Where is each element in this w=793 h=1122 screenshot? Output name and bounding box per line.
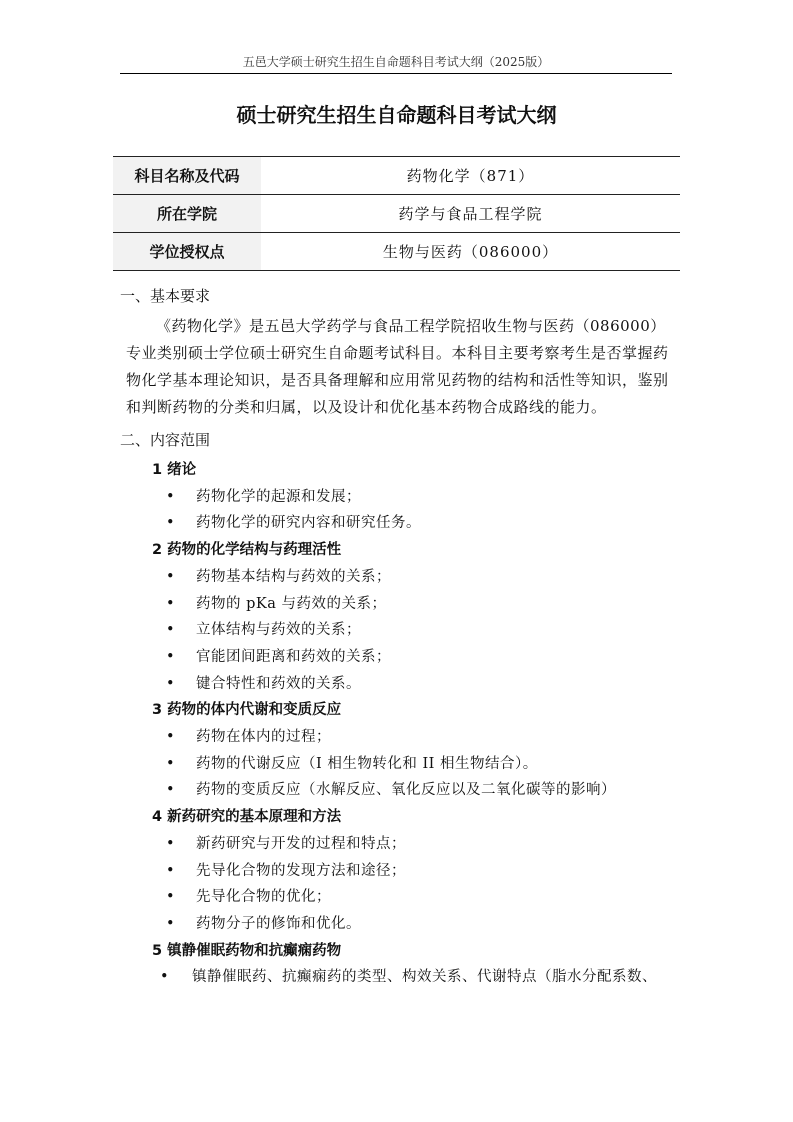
table-row [113,157,680,195]
chapter-heading: 1 绪论 [152,462,197,478]
bullet-icon: • [166,862,176,879]
info-value: 药学与食品工程学院 [261,195,680,233]
list-item [0,777,793,804]
bullet-icon: • [166,835,176,852]
list-item-text: 药物分子的修饰和优化。 [196,915,361,932]
section-heading: 二、内容范围 [120,431,211,449]
info-label: 所在学院 [113,195,261,233]
chapter-heading: 4 新药研究的基本原理和方法 [152,809,342,826]
list-item [0,510,793,537]
running-header: 五邑大学硕士研究生招生自命题科目考试大纲（2025版） [242,55,550,69]
list-item [0,591,793,618]
page-title: 硕士研究生招生自命题科目考试大纲 [236,103,557,127]
list-item-text: 药物的 pKa 与药效的关系； [196,595,387,612]
table-row [113,195,680,233]
list-item-text: 官能团间距离和药效的关系； [196,648,391,665]
content-list [0,457,793,991]
list-item [0,484,793,511]
list-item [0,724,793,751]
list-item [0,911,793,938]
list-item-text: 药物的变质反应（水解反应、氧化反应以及二氧化碳等的影响） [196,782,616,799]
list-item [0,884,793,911]
list-item [0,831,793,858]
bullet-icon: • [166,915,176,932]
list-item [0,564,793,591]
info-table [113,156,680,271]
chapter-heading: 2 药物的化学结构与药理活性 [152,542,342,559]
list-item-text: 药物基本结构与药效的关系； [196,568,391,585]
bullet-icon: • [166,889,176,906]
info-label: 学位授权点 [113,233,261,271]
table-row [113,233,680,271]
bullet-icon: • [166,648,176,665]
bullet-icon: • [160,969,170,986]
list-item-text: 键合特性和药效的关系。 [196,675,361,692]
list-item [0,617,793,644]
bullet-icon: • [166,595,176,612]
list-item-text: 先导化合物的发现方法和途径； [196,862,406,879]
list-item-text: 药物的代谢反应（I 相生物转化和 II 相生物结合）。 [196,755,538,772]
bullet-icon: • [166,729,176,746]
section-heading: 一、基本要求 [120,287,211,305]
chapter-heading: 5 镇静催眠药物和抗癫痫药物 [152,942,342,959]
info-value: 生物与医药（086000） [261,233,680,271]
bullet-icon: • [166,755,176,772]
info-value: 药物化学（871） [261,157,680,195]
list-item-text: 镇静催眠药、抗癫痫药的类型、构效关系、代谢特点（脂水分配系数、 [192,969,657,986]
requirement-paragraph: 《药物化学》是五邑大学药学与食品工程学院招收生物与医药（086000）专业类别硕士学位硕士研究生自命题考试科目。本科目主要考察考生是否掌握药物化学基本理论知识，是否具备理解和应用常见药物的结构和活性等知识，鉴别和判断药物的分类和归属，以及设计和优化基本药物合成路线的能力。 [126,317,669,416]
bullet-icon: • [166,675,176,692]
list-item [0,858,793,885]
bullet-icon: • [166,622,176,639]
list-item [0,671,793,698]
bullet-icon: • [166,782,176,799]
header-rule [120,73,672,74]
list-item [0,644,793,671]
list-item [0,964,793,991]
bullet-icon: • [166,568,176,585]
list-item [0,751,793,778]
list-item-text: 先导化合物的优化； [196,889,331,906]
bullet-icon: • [166,515,176,532]
list-item-text: 药物化学的研究内容和研究任务。 [196,515,421,532]
info-label: 科目名称及代码 [113,157,261,195]
list-item-text: 药物化学的起源和发展； [196,488,361,505]
bullet-icon: • [166,488,176,505]
chapter-heading: 3 药物的体内代谢和变质反应 [152,702,342,719]
list-item-text: 立体结构与药效的关系； [196,622,361,639]
list-item-text: 新药研究与开发的过程和特点； [196,835,406,852]
list-item-text: 药物在体内的过程； [196,729,331,746]
